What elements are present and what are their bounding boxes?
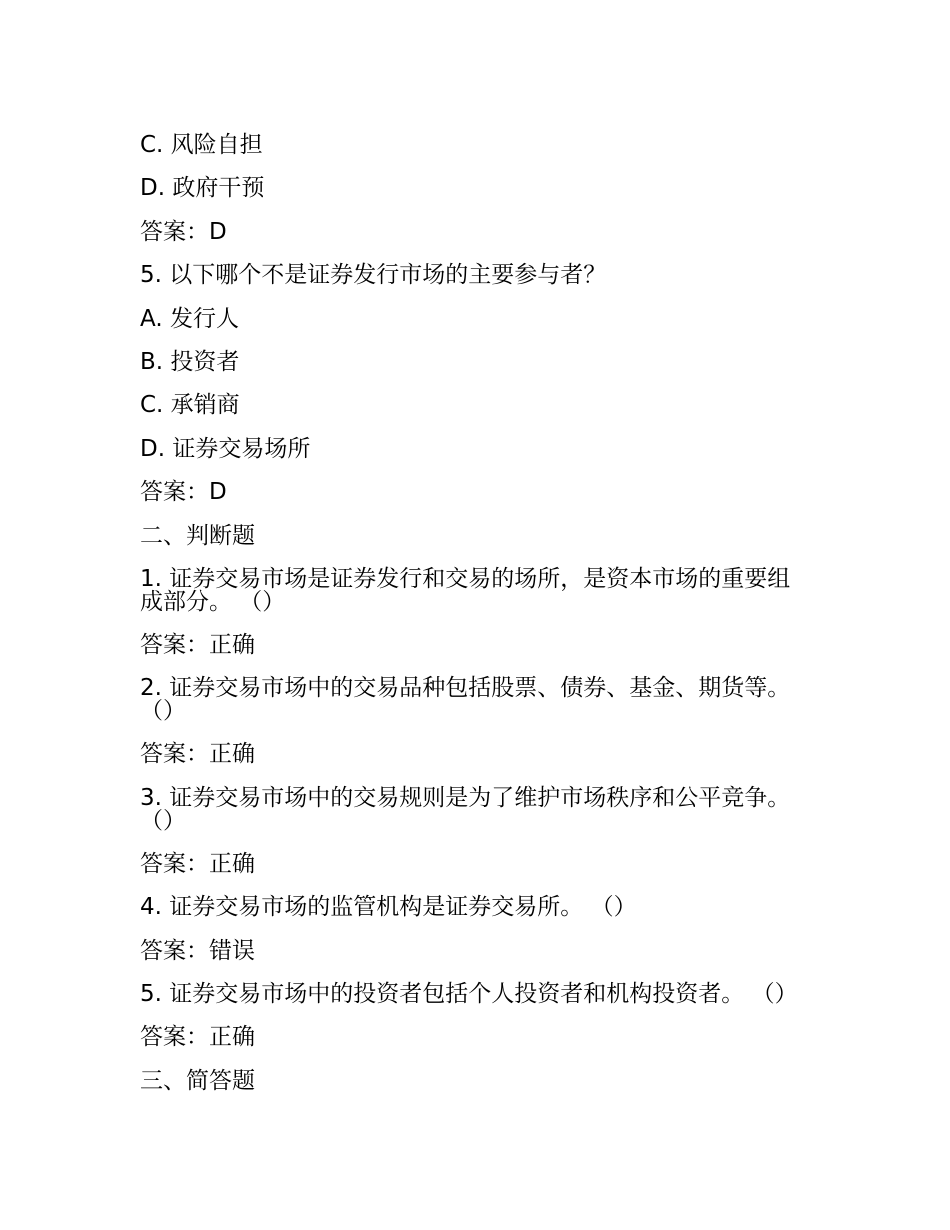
document-page [140,124,800,1103]
question-5: 5. 以下哪个不是证券发行市场的主要参与者？ [140,262,607,289]
tf-question-1: 1. 证券交易市场是证券发行和交易的场所，是资本市场的重要组成部分。 （） [140,566,791,616]
tf-answer-3: 答案：正确 [140,850,255,877]
tf-answer-4: 答案：错误 [140,937,255,964]
section-heading-true-false: 二、判断题 [140,522,255,549]
option-c-underwriter: C. 承销商 [140,392,240,419]
tf-question-4: 4. 证券交易市场的监管机构是证券交易所。 （） [140,894,637,921]
tf-answer-5: 答案：正确 [140,1024,255,1051]
option-b-investor: B. 投资者 [140,349,240,376]
tf-question-2: 2. 证券交易市场中的交易品种包括股票、债券、基金、期货等。 （） [140,675,791,725]
tf-question-5: 5. 证券交易市场中的投资者包括个人投资者和机构投资者。 （） [140,981,798,1008]
option-d-exchange: D. 证券交易场所 [140,435,311,462]
option-c-risk: C. 风险自担 [140,132,263,158]
tf-answer-2: 答案：正确 [140,741,255,768]
option-a-issuer: A. 发行人 [140,305,239,332]
answer-5: 答案：D [140,479,227,506]
tf-question-3: 3. 证券交易市场中的交易规则是为了维护市场秩序和公平竞争。 （） [140,784,791,834]
option-d-government: D. 政府干预 [140,175,265,202]
answer-4: 答案：D [140,218,227,245]
tf-answer-1: 答案：正确 [140,632,255,659]
section-heading-short-answer: 三、简答题 [140,1067,255,1094]
